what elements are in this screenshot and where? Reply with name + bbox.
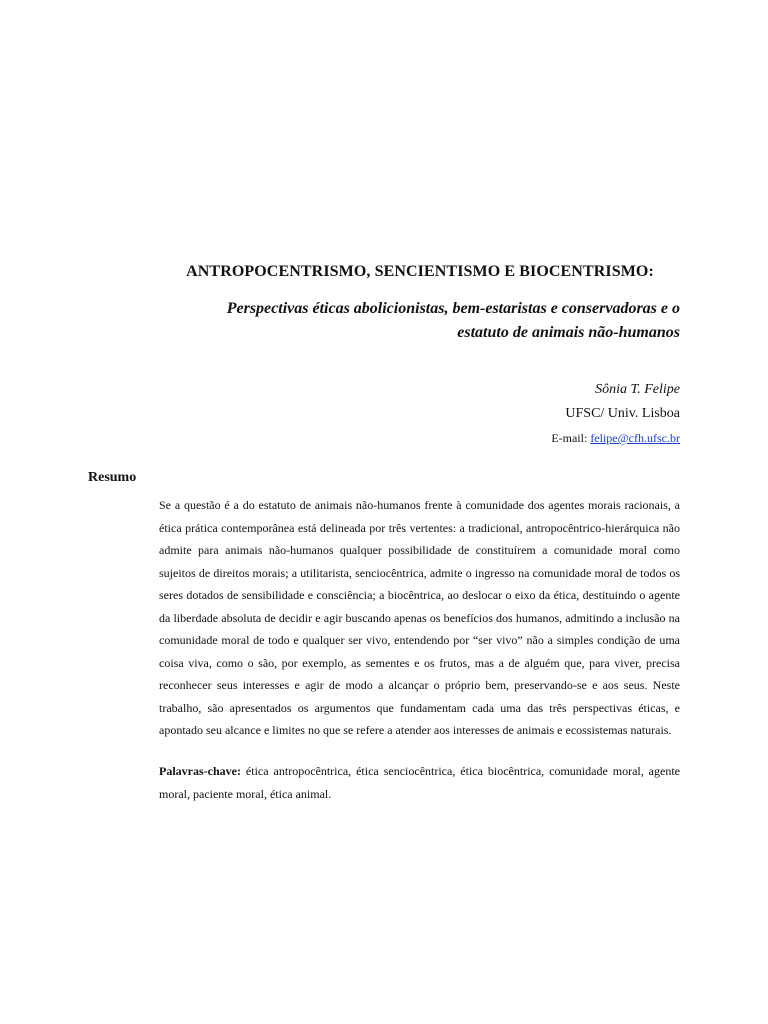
email-label: E-mail: (551, 431, 591, 445)
paper-subtitle-line-1: Perspectivas éticas abolicionistas, bem-estaristas e conservadoras e o (226, 300, 680, 317)
author-affiliation: UFSC/ Univ. Lisboa (565, 406, 680, 421)
abstract-heading: Resumo (88, 470, 137, 485)
paper-subtitle (160, 297, 680, 345)
author-name: Sônia T. Felipe (595, 382, 680, 397)
paper-subtitle-line-2: estatuto de animais não-humanos (457, 324, 680, 341)
keywords-paragraph (159, 760, 680, 805)
abstract-text: Se a questão é a do estatuto de animais não-humanos frente à comunidade dos agentes morais racionais, a ética prática contemporânea está delineada por três vertentes: a tradicional, antropocêntrico-hierárquica não admite para animais não-humanos qualquer possibilidade de constituírem a comunidade moral como sujeitos de direitos morais; a utilitarista, senciocêntrica, admite o ingresso na comunidade moral de todos os seres dotados de sensibilidade e consciência; a biocêntrica, ao deslocar o eixo da ética, destituindo o agente da liberdade absoluta de decidir e agir buscando apenas os benefícios dos humanos, admitindo a inclusão na comunidade moral de todo e qualquer ser vivo, entendendo por “ser vivo” não a simples condição de uma coisa viva, como o são, por exemplo, as sementes e os frutos, mas a de alguém que, para viver, precisa reconhecer seus interesses e agir de modo a alcançar o próprio bem, preservando-se e aos seus. Neste trabalho, são apresentados os argumentos que fundamentam cada uma das três perspectivas éticas, e apontado seu alcance e limites no que se refere a atender aos interesses de animais e ecossistemas naturais. (159, 498, 680, 737)
author-email-line (551, 426, 680, 450)
author-block (551, 378, 680, 450)
keywords-label: Palavras-chave: (159, 764, 241, 778)
paper-title: ANTROPOCENTRISMO, SENCIENTISMO E BIOCENTRISMO: (186, 263, 654, 280)
email-link[interactable]: felipe@cfh.ufsc.br (590, 431, 680, 445)
keywords-text: ética antropocêntrica, ética senciocêntrica, ética biocêntrica, comunidade moral, agente moral, paciente moral, ética animal. (159, 764, 680, 801)
